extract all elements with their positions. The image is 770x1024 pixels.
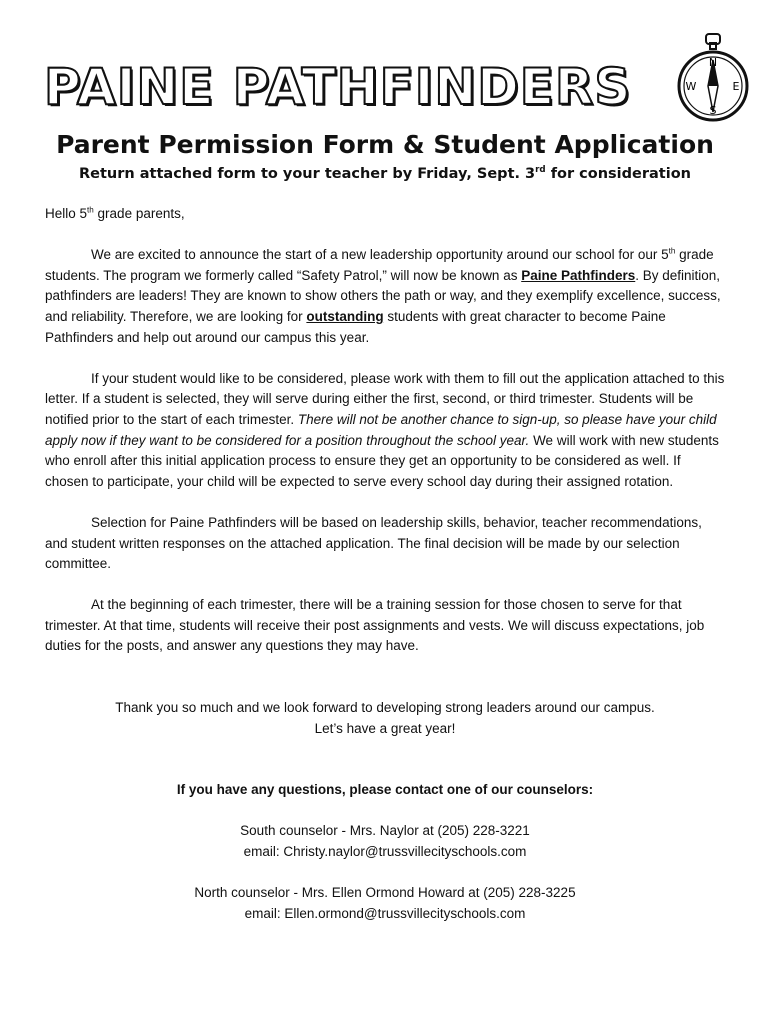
north-email: email: Ellen.ormond@trussvillecityschools.com [244, 905, 526, 921]
compass-w: W [685, 80, 697, 93]
north-counselor: North counselor - Mrs. Ellen Ormond Howard at (205) 228-3225 [194, 885, 576, 901]
letter-body [45, 204, 725, 924]
thanks-line-1: Thank you so much and we look forward to developing strong leaders around our campus. [115, 700, 655, 716]
form-title: Parent Permission Form & Student Application [56, 130, 714, 159]
greeting: Hello 5th grade parents, [45, 205, 185, 221]
form-subtitle: Return attached form to your teacher by Friday, Sept. 3rd for consideration [78, 165, 691, 182]
thanks-line-2: Let’s have a great year! [314, 720, 456, 736]
south-counselor: South counselor - Mrs. Naylor at (205) 228-3221 [240, 823, 530, 839]
compass-e: E [732, 80, 740, 93]
paragraph-1: We are excited to announce the start of a new leadership opportunity around our school for our 5th grade students. The program we formerly called “Safety Patrol,” will now be known as Paine Pathfinders. By definition, pathfinders are leaders! They are known to show others the path or way, and they exemplify excellence, success, and reliability. Therefore, we are looking for outstanding students with great character to become Paine Pathfinders and help out around our campus this year. [45, 246, 721, 345]
compass-icon [676, 30, 752, 126]
banner-title: PAINE PATHFINDERS [44, 58, 632, 116]
paragraph-3: Selection for Paine Pathfinders will be based on leadership skills, behavior, teacher recommendations, and student written responses on the attached application. The final decision will be made by our selection committee. [45, 514, 702, 572]
south-email: email: Christy.naylor@trussvillecityschools.com [243, 844, 527, 860]
paragraph-2: If your student would like to be considered, please work with them to fill out the application attached to this letter. If a student is selected, they will serve during either the first, second, or third trimester. Students will be notified prior to the start of each trimester. There will not be another chance to sign-up, so please have your child apply now if they want to be considered for a position throughout the school year. We will work with new students who enroll after this initial application process to ensure they get an opportunity to be considered as well. If chosen to participate, your child will be expected to serve every school day during their assigned rotation. [45, 370, 725, 489]
paragraph-4: At the beginning of each trimester, there will be a training session for those chosen to serve for that trimester. At that time, students will receive their post assignments and vests. We will discuss expectations, job duties for the posts, and answer any questions they may have. [45, 597, 705, 654]
compass-n: N [708, 56, 718, 69]
contact-heading: If you have any questions, please contact one of our counselors: [176, 782, 594, 798]
compass-s: S [709, 104, 717, 117]
